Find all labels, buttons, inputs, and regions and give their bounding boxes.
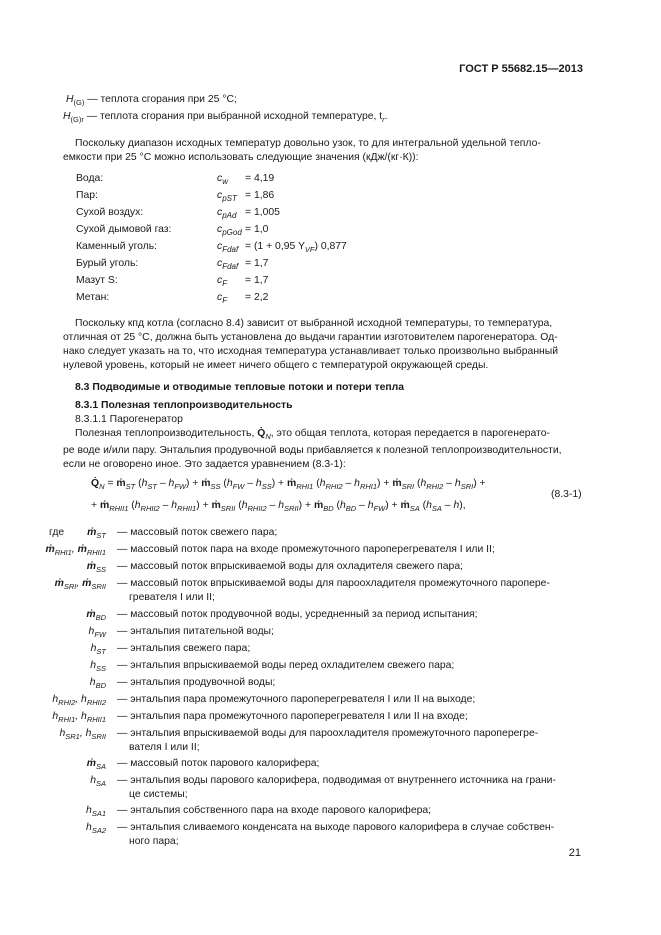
value-row-fuel-oil: Мазут S: $c_F$ = 1,7 — [76, 275, 269, 289]
def-heat-combustion-25: $H_{(G)}$ — теплота сгорания при 25 °С; — [66, 94, 237, 108]
equation-line-1: $Q̇_N$ = ṁ$_{ST}$ $(h_{ST} - h_{FW})$ + ṁ$_{SS}$ $(h_{FW} - h_{SS})$ + ṁ$_{RHI1}$ $(h_{RHI2} - h_{RHI1})$ + ṁ$_{SRI}$ $(h_{RHI2} - h_{SRI})$ + — [91, 478, 486, 492]
section-heading-8-3-1-1: 8.3.1.1 Парогенератор — [75, 414, 183, 425]
section-heading-8-3-1: 8.3.1 Полезная теплопроизводительность — [75, 400, 293, 411]
paragraph-reference-temperature: Поскольку кпд котла (согласно 8.4) зависит от выбранной исходной температуры, то температура, отличная от 25 °С, должна быть установлена до выдачи гарантии изготовителем парогенератора. Од- нако следует указать на то, что исходная температура устанавливает только произвольно выбранный нулевой уровень, который не имеет ничего общего с температурой окружающей среды. — [63, 318, 559, 371]
value-row-hard-coal: Каменный уголь: $c_{Fdaf}$ = (1 + 0,95 $Y_{VF}$) 0,877 — [76, 241, 347, 255]
page-number: 21 — [568, 847, 581, 859]
equation-line-2: + ṁ$_{RHII1}$ $(h_{RHII2} - h_{RHII1})$ + ṁ$_{SRII}$ $(h_{RHII2} - h_{SRII})$ + ṁ$_{BD}$ $(h_{BD} - h_{FW})$ + ṁ$_{SA}$ $(h_{SA} - h)$, — [91, 500, 466, 514]
value-row-brown-coal: Бурый уголь: $c_{Fdaf}$ = 1,7 — [76, 258, 269, 272]
paragraph-heat-capacity: Поскольку диапазон исходных температур довольно узок, то для интегральной удельной тепло- емкости при 25 °С можно использовать следующие значения (кДж/(кг·К)): — [63, 138, 541, 163]
value-row-dry-air: Сухой воздух: $c_{pAd}$ = 1,005 — [76, 207, 280, 221]
value-row-water: Вода: $c_w$ = 4,19 — [76, 173, 275, 187]
value-row-methane: Метан: $c_F$ = 2,2 — [76, 292, 269, 306]
value-row-steam: Пар: $c_{pST}$ = 1,86 — [76, 190, 275, 204]
equation-number: (8.3-1) — [551, 489, 582, 500]
section-heading-8-3: 8.3 Подводимые и отводимые тепловые потоки и потери тепла — [75, 382, 405, 393]
document-header: ГОСТ Р 55682.15—2013 — [459, 63, 583, 75]
def-heat-combustion-tr: $H_{(G)r}$ — теплота сгорания при выбранной исходной температуре, $t_r$. — [63, 111, 388, 125]
where-label: где — [49, 527, 65, 538]
value-row-dry-flue-gas: Сухой дымовой газ: $c_{pGod}$ = 1,0 — [76, 224, 269, 238]
paragraph-useful-heat: Полезная теплопроизводительность, $Q̇_N$, это общая теплота, которая передается в парогенерато- ре воде и/или пару. Энтальпия продувочной воды прибавляется к полезной теплопроизводительности, если не оговорено иное. Это задается уравнением (8.3-1): — [63, 428, 562, 471]
